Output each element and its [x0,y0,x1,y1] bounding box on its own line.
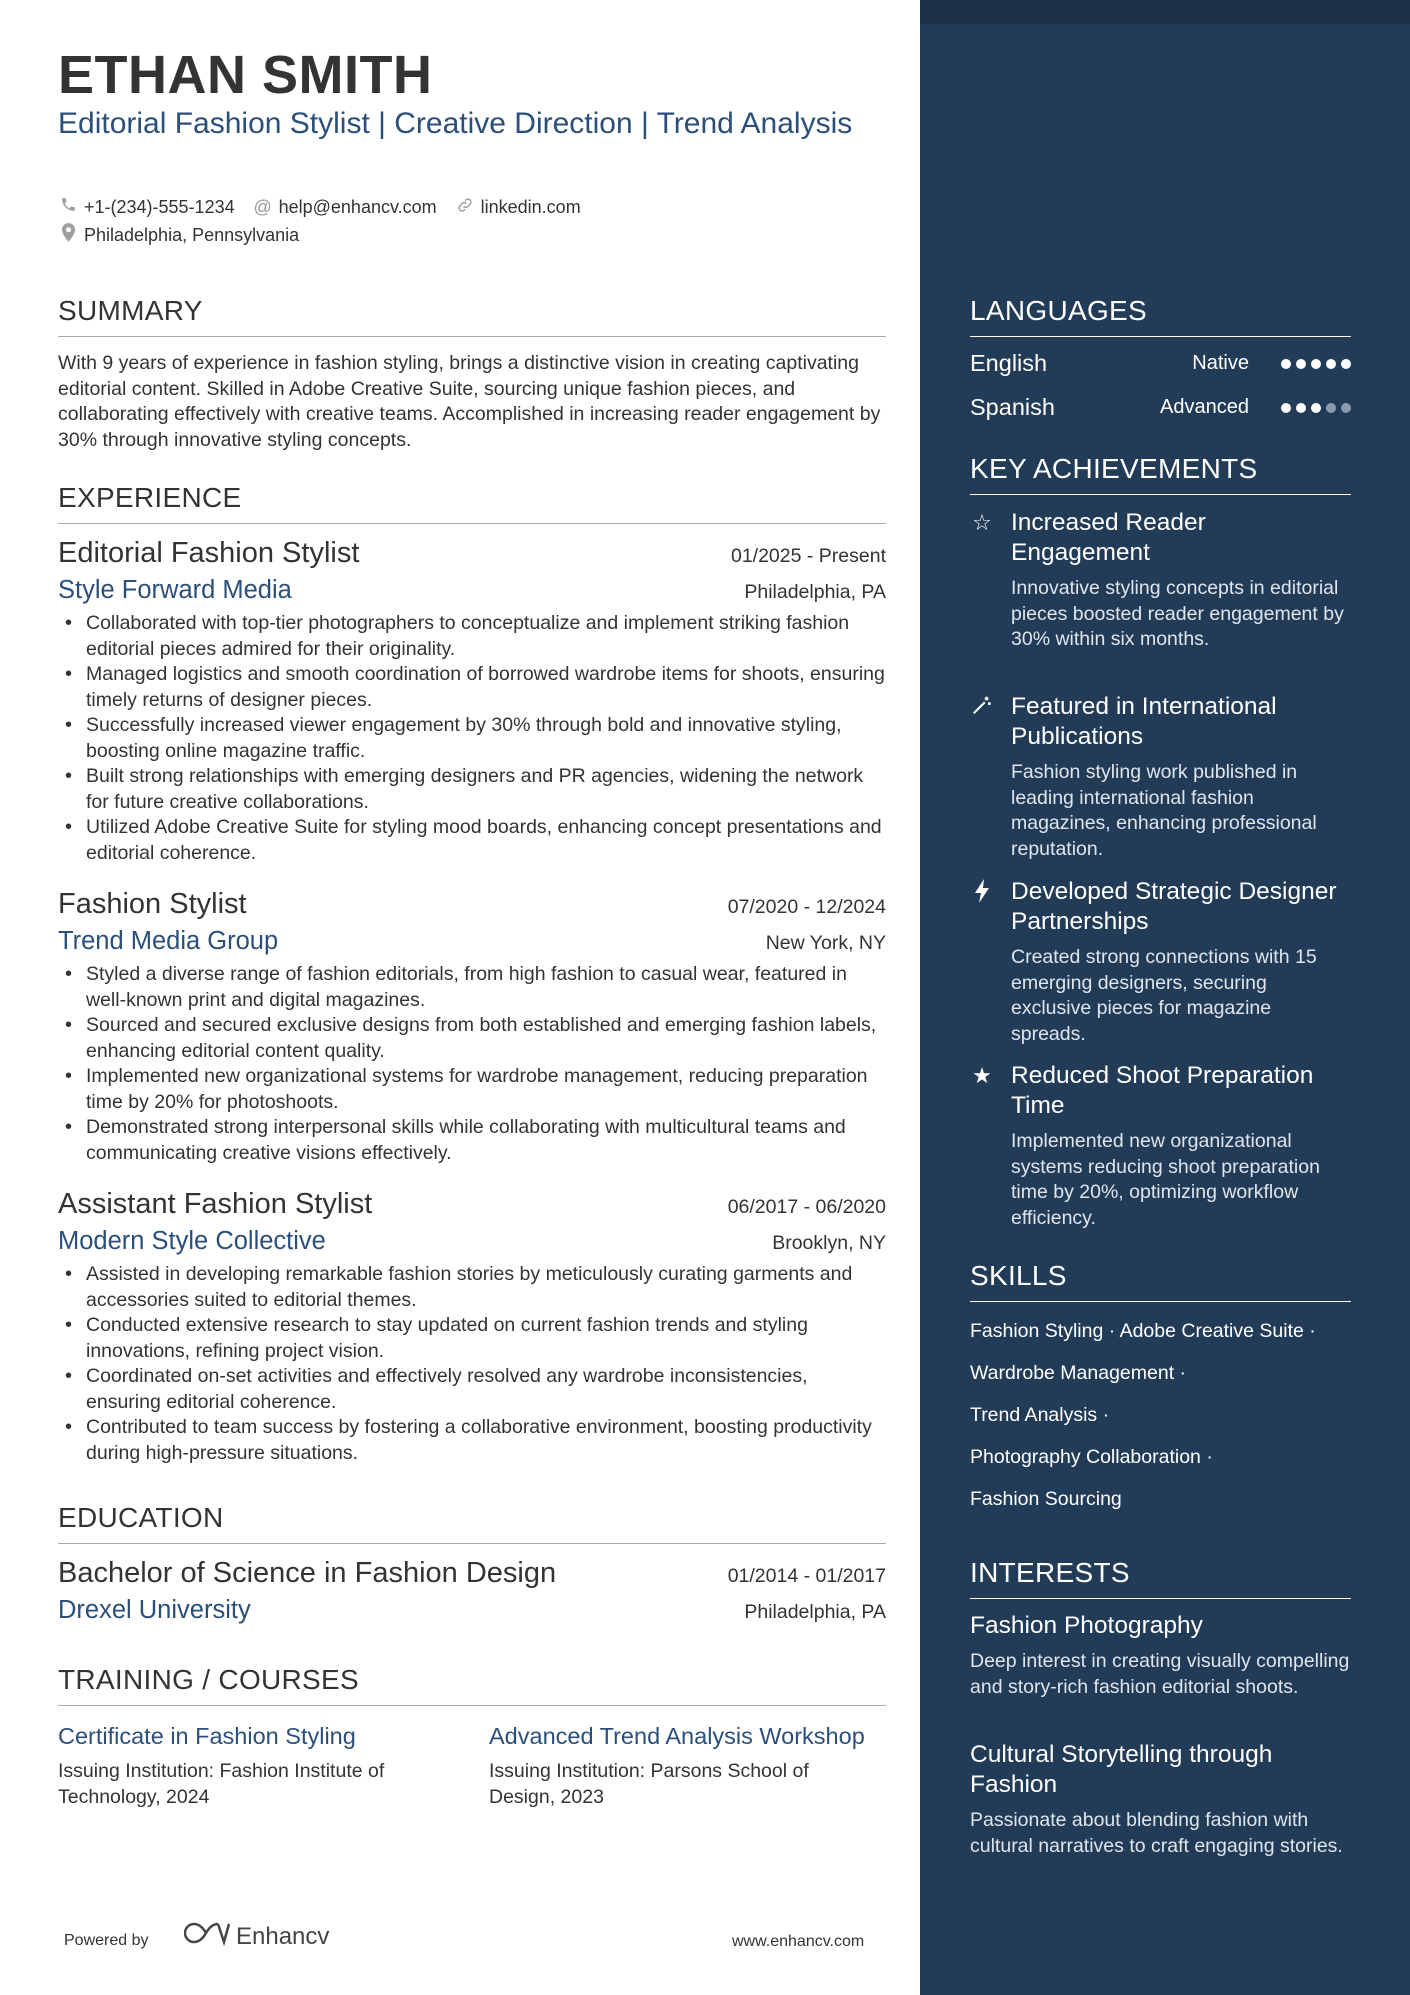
star-outline-icon: ☆ [972,510,992,535]
achievement-description: Implemented new organizational systems reducing shoot preparation time by 20%, optimizing workflow efficiency. [1011,1130,1320,1229]
achievement-item [970,877,1351,1047]
summary-text: With 9 years of experience in fashion styling, brings a distinctive vision in creating captivating editorial content. Skilled in Adobe Creative Suite, sourcing unique fashion pieces, and collaborating effectively with creative teams. Accomplished in increasing reader engagement by 30% through innovative styling concepts. [58,352,881,451]
phone-text: +1-(234)-555-1234 [84,196,235,217]
linkedin-text: linkedin.com [480,196,581,217]
rating-dot [1341,359,1351,369]
job-location: Brooklyn, NY [772,1232,886,1254]
language-item [970,350,1351,377]
location-text: Philadelphia, Pennsylvania [84,224,300,245]
job-location: New York, NY [765,932,886,954]
contact-linkedin[interactable] [455,196,581,219]
course-entry [489,1721,879,1810]
job-title: Fashion Stylist [58,888,247,920]
lightning-bolt-icon [970,879,994,909]
rating-dot [1296,403,1306,413]
summary-heading: SUMMARY [58,295,886,337]
job-bullet: • Utilized Adobe Creative Suite for styling mood boards, enhancing concept presentations and editorial coherence. [58,815,886,866]
job-company: Style Forward Media [58,576,292,604]
job-bullet: • Managed logistics and smooth coordination of borrowed wardrobe items for shoots, ensuring timely returns of designer pieces. [58,662,886,713]
job-entry [58,537,886,866]
skills-heading: SKILLS [970,1260,1351,1302]
interest-title: Cultural Storytelling through Fashion [970,1741,1273,1798]
job-bullet: • Styled a diverse range of fashion editorials, from high fashion to casual wear, featured in well-known print and digital magazines. [58,962,886,1013]
language-rating [1281,403,1351,413]
enhancv-logo-text: Enhancv [236,1922,330,1950]
language-rating [1281,359,1351,369]
job-bullet: • Collaborated with top-tier photographers to conceptualize and implement striking fashion editorial pieces admired for their originality. [58,611,886,662]
job-title: Editorial Fashion Stylist [58,537,360,569]
achievement-title: Reduced Shoot Preparation Time [1011,1062,1314,1119]
language-level: Native [1192,352,1249,374]
school-name: Drexel University [58,1596,251,1624]
star-icon: ★ [972,1063,992,1088]
job-bullet: • Demonstrated strong interpersonal skills while collaborating with multicultural teams and communicating creative visions effectively. [58,1115,886,1166]
skill-line: Photography Collaboration · [970,1446,1213,1468]
contact-phone[interactable] [58,196,235,218]
language-level: Advanced [1160,396,1249,418]
experience-heading: EXPERIENCE [58,482,886,524]
job-bullets [58,1262,886,1466]
achievements-heading: KEY ACHIEVEMENTS [970,453,1351,495]
skill-line: Fashion Styling · Adobe Creative Suite · [970,1320,1316,1342]
job-company: Trend Media Group [58,927,279,955]
course-entry [58,1721,458,1810]
rating-dot [1281,403,1291,413]
achievement-item [970,692,1351,862]
rating-dot [1326,403,1336,413]
achievement-description: Fashion styling work published in leading international fashion magazines, enhancing professional reputation. [1011,761,1317,860]
skill-line: Wardrobe Management · [970,1362,1187,1384]
course-description: Issuing Institution: Parsons School of Design, 2023 [489,1760,809,1808]
interest-item [970,1740,1351,1859]
interests-heading: INTERESTS [970,1557,1351,1599]
job-bullet: • Implemented new organizational systems for wardrobe management, reducing preparation time by 20% for photoshoots. [58,1064,886,1115]
education-dates: 01/2014 - 01/2017 [727,1565,886,1587]
job-bullet: • Coordinated on-set activities and effectively resolved any wardrobe inconsistencies, ensuring editorial coherence. [58,1364,886,1415]
job-bullet: • Successfully increased viewer engagement by 30% through bold and innovative styling, boosting online magazine traffic. [58,713,886,764]
job-title: Assistant Fashion Stylist [58,1188,373,1220]
achievement-title: Increased Reader Engagement [1011,509,1206,566]
degree-title: Bachelor of Science in Fashion Design [58,1557,557,1589]
link-icon [455,196,475,219]
job-bullets [58,962,886,1166]
achievement-description: Innovative styling concepts in editorial pieces boosted reader engagement by 30% within six months. [1011,577,1344,650]
achievement-item [970,1061,1351,1231]
footer-url[interactable]: www.enhancv.com [732,1933,865,1950]
course-name: Certificate in Fashion Styling [58,1723,356,1749]
job-dates: 06/2017 - 06/2020 [727,1196,886,1218]
rating-dot [1326,359,1336,369]
interest-description: Passionate about blending fashion with cultural narratives to craft engaging stories. [970,1809,1343,1857]
job-dates: 07/2020 - 12/2024 [727,896,886,918]
at-sign-icon: @ [253,196,272,217]
contact-location [58,223,299,247]
job-bullet: • Assisted in developing remarkable fashion stories by meticulously curating garments and accessories suited to editorial themes. [58,1262,886,1313]
skills-list [970,1310,1370,1520]
rating-dot [1311,403,1321,413]
achievement-title: Developed Strategic Designer Partnerships [1011,878,1337,935]
phone-icon [58,196,78,218]
interest-title: Fashion Photography [970,1612,1203,1639]
enhancv-logo-icon [184,1920,230,1953]
course-description: Issuing Institution: Fashion Institute of Technology, 2024 [58,1760,385,1808]
rating-dot [1341,403,1351,413]
languages-heading: LANGUAGES [970,295,1351,337]
sidebar-top-band [920,0,1410,24]
job-entry [58,888,886,1166]
interest-item [970,1611,1351,1700]
job-bullet: • Built strong relationships with emerging designers and PR agencies, widening the network for future creative collaborations. [58,764,886,815]
candidate-title: Editorial Fashion Stylist | Creative Direction | Trend Analysis [58,107,853,140]
location-pin-icon [58,223,78,247]
job-location: Philadelphia, PA [744,581,886,603]
training-heading: TRAINING / COURSES [58,1664,886,1706]
interest-description: Deep interest in creating visually compelling and story-rich fashion editorial shoots. [970,1650,1350,1698]
language-name: English [970,350,1048,376]
language-name: Spanish [970,394,1055,420]
job-bullets [58,611,886,866]
rating-dot [1281,359,1291,369]
skill-line: Trend Analysis · [970,1404,1110,1426]
job-bullet: • Conducted extensive research to stay updated on current fashion trends and styling innovations, refining project vision. [58,1313,886,1364]
job-bullet: • Contributed to team success by fostering a collaborative environment, boosting productivity during high-pressure situations. [58,1415,886,1466]
skill-line: Fashion Sourcing [970,1488,1122,1510]
rating-dot [1311,359,1321,369]
magic-wand-icon [970,694,994,722]
enhancv-logo[interactable] [184,1920,329,1953]
education-entry [58,1557,886,1625]
language-item [970,394,1351,421]
achievement-item [970,508,1351,653]
rating-dot [1296,359,1306,369]
contact-info [58,194,878,250]
school-location: Philadelphia, PA [744,1601,886,1623]
education-heading: EDUCATION [58,1502,886,1544]
powered-by-label: Powered by [64,1932,149,1949]
candidate-name: ETHAN SMITH [58,45,433,105]
achievement-description: Created strong connections with 15 emerging designers, securing exclusive pieces for magazine spreads. [1011,946,1317,1045]
achievement-title: Featured in International Publications [1011,693,1277,750]
course-name: Advanced Trend Analysis Workshop [489,1723,865,1749]
email-text: help@enhancv.com [278,196,437,217]
job-entry [58,1188,886,1466]
job-company: Modern Style Collective [58,1227,326,1255]
job-dates: 01/2025 - Present [730,545,886,567]
job-bullet: • Sourced and secured exclusive designs from both established and emerging fashion labels, enhancing editorial content quality. [58,1013,886,1064]
contact-email[interactable] [253,197,437,218]
